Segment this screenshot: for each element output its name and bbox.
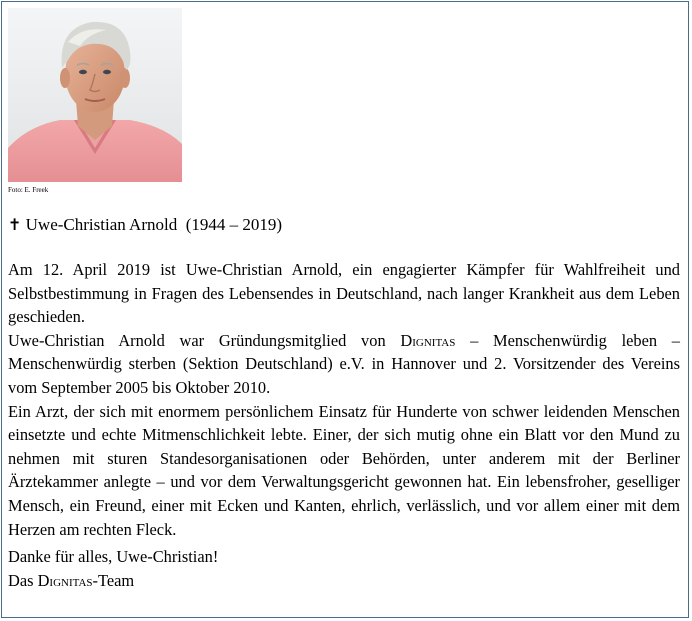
- portrait-photo: [8, 8, 182, 182]
- membership-text-start: Uwe-Christian Arnold war Gründungsmitglied von: [8, 330, 401, 350]
- memorial-heading: [8, 214, 282, 236]
- signoff-line: [8, 569, 680, 593]
- life-years: (1944 – 2019): [185, 215, 283, 234]
- paragraph-passing: Am 12. April 2019 ist Uwe-Christian Arnold, ein engagierter Kämpfer für Wahlfreiheit und Selbstbestimmung in Fragen des Lebensendes in Deutschland, nach langer Krankheit aus dem Leben geschieden.: [8, 260, 680, 327]
- thanks-line: Danke für alles, Uwe-Christian!: [8, 547, 219, 567]
- dignitas-brand: Dignitas: [400, 330, 456, 350]
- signoff-brand: Dignitas: [37, 570, 93, 590]
- signoff-text-end: -Team: [92, 570, 135, 590]
- paragraph-tribute: Ein Arzt, der sich mit enormem persönlichem Einsatz für Hunderte von schwer leidenden Menschen einsetzte und echte Mitmenschlichkeit lebte. Einer, der sich mutig ohne ein Blatt vor den Mund zu nehmen mit sturen Standesorganisationen oder Behörden, unter anderem mit der Berliner Ärztekammer anlegte – und vor dem Verwaltungsgericht gewonnen hat. Ein lebensfroher, geselliger Mensch, ein Freund, einer mit Ecken und Kanten, ehrlich, verlässlich, und vor allem einer mit dem Herzen am rechten Fleck.: [8, 401, 680, 539]
- person-name: Uwe-Christian Arnold: [25, 215, 178, 234]
- obituary-text: [8, 258, 680, 592]
- paragraph-membership: [8, 329, 680, 400]
- signoff-text-start: Das: [8, 570, 38, 590]
- membership-text-end: – Menschenwürdig leben – Menschenwürdig sterben (Sektion Deutschland) e.V. in Hannover und 2. Vorsitzender des Vereins vom September 2005 bis Oktober 2010.: [8, 330, 681, 397]
- cross-icon: ✝: [8, 215, 22, 234]
- photo-credit: Foto: E. Freek: [8, 186, 49, 194]
